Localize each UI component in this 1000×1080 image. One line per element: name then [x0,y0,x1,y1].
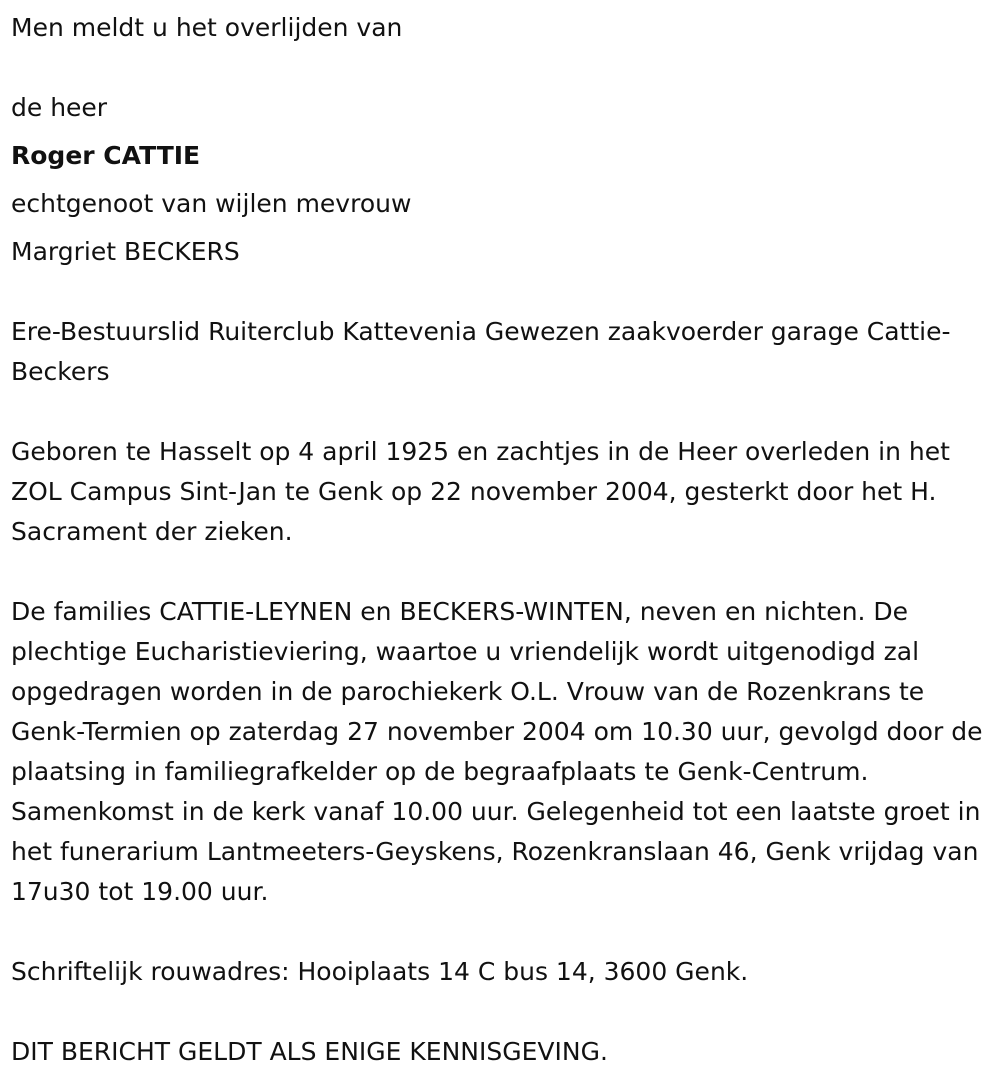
intro-text: Men meldt u het overlijden van [11,13,403,42]
address-paragraph: Schriftelijk rouwadres: Hooiplaats 14 C bus 14, 3600 Genk. [11,957,749,986]
spacer [11,912,1000,952]
spacer [11,392,1000,432]
spacer [11,128,1000,136]
spacer [11,992,1000,1032]
spacer [11,552,1000,592]
spacer [11,176,1000,184]
deceased-name: Roger CATTIE [11,141,201,170]
roles-paragraph: Ere-Bestuurslid Ruiterclub Kattevenia Gewezen zaakvoerder garage Cattie-Beckers [11,317,951,386]
ceremony-paragraph: De families CATTIE-LEYNEN en BECKERS-WINTEN, neven en nichten. De plechtige Eucharistieviering, waartoe u vriendelijk wordt uitgenodigd zal opgedragen worden in de parochiekerk O.L. Vrouw van de Rozenkrans te Genk-Termien op zaterdag 27 november 2004 om 10.30 uur, gevolgd door de plaatsing in familiegrafkelder op de begraafplaats te Genk-Centrum. Samenkomst in de kerk vanaf 10.00 uur. Gelegenheid tot een laatste groet in het funerarium Lantmeeters-Geyskens, Rozenkranslaan 46, Genk vrijdag van 17u30 tot 19.00 uur. [11,597,983,906]
birth-death-paragraph: Geboren te Hasselt op 4 april 1925 en zachtjes in de Heer overleden in het ZOL Campus Sint-Jan te Genk op 22 november 2004, gesterkt door het H. Sacrament der zieken. [11,437,950,546]
spacer [11,272,1000,312]
closing-statement: DIT BERICHT GELDT ALS ENIGE KENNISGEVING. [11,1037,608,1066]
spacer [11,48,1000,88]
spacer [11,224,1000,232]
spouse-name: Margriet BECKERS [11,237,240,266]
relation-text: echtgenoot van wijlen mevrouw [11,189,412,218]
title-text: de heer [11,93,108,122]
